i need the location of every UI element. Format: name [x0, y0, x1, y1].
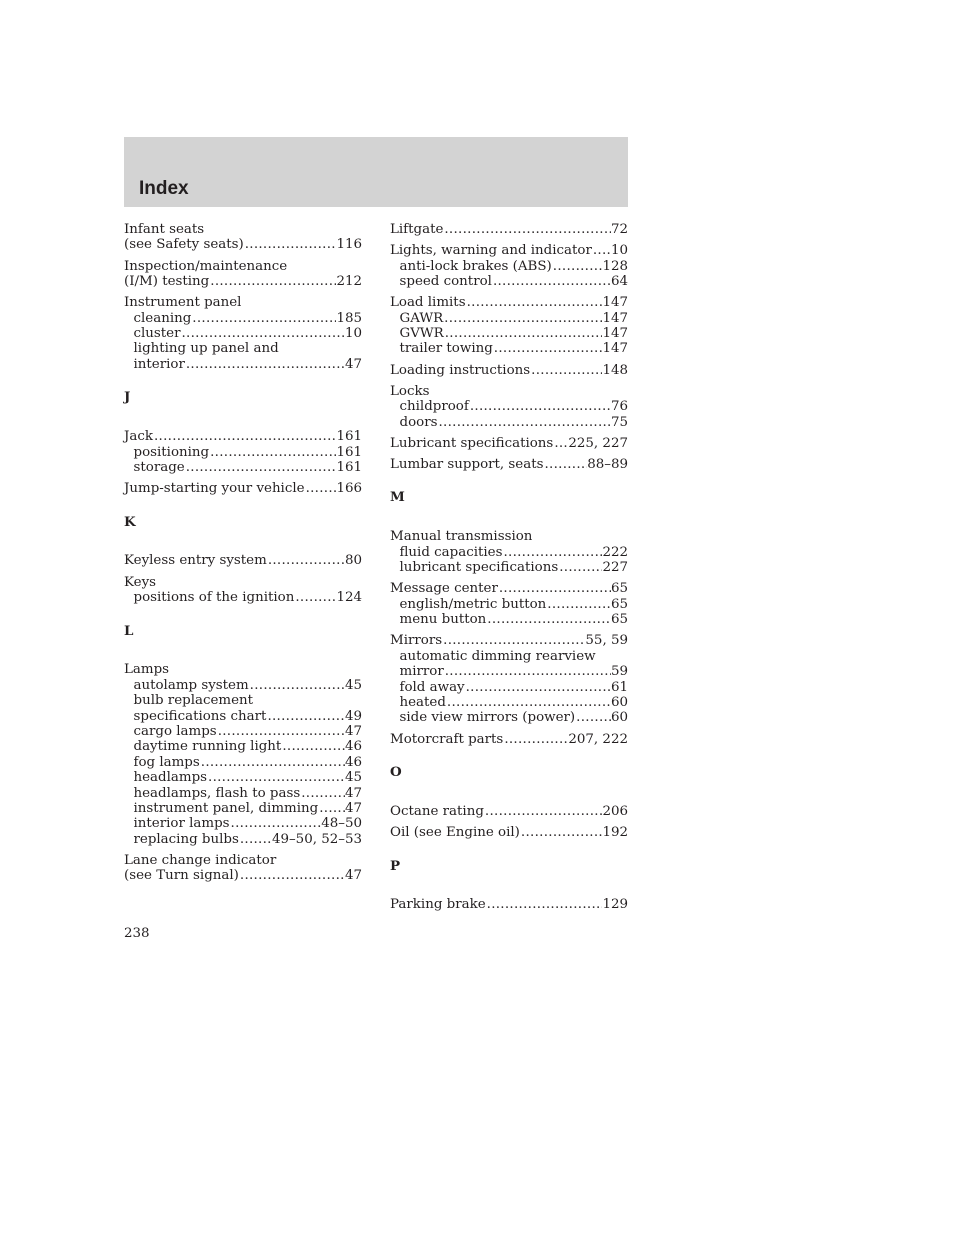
dot-leader	[209, 445, 336, 460]
entry-term: replacing bulbs	[133, 831, 239, 847]
entry-term: instrument panel, dimming	[133, 801, 319, 817]
index-subentry	[390, 649, 628, 664]
index-heading	[124, 429, 362, 444]
index-heading	[124, 868, 362, 883]
entry-term: automatic dimming rearview	[399, 648, 596, 664]
index-entry	[390, 897, 628, 912]
index-entry	[124, 429, 362, 475]
page-reference: 45	[344, 770, 362, 786]
dot-leader	[249, 678, 345, 693]
dot-leader	[200, 755, 345, 770]
index-entry	[124, 481, 362, 496]
dot-leader	[318, 801, 345, 816]
page-reference: 124	[336, 590, 362, 606]
index-entry	[124, 575, 362, 606]
dot-leader	[592, 243, 611, 258]
dot-leader	[217, 724, 345, 739]
entry-term: Lubricant specifications	[390, 435, 554, 451]
index-subentry	[124, 816, 362, 831]
index-entry	[124, 222, 362, 253]
index-subentry	[124, 724, 362, 739]
page-reference: 76	[610, 399, 628, 415]
entry-term: interior lamps	[133, 816, 230, 832]
index-subentry	[124, 326, 362, 341]
dot-leader	[530, 363, 602, 378]
index-subentry	[390, 341, 628, 356]
index-subentry	[390, 597, 628, 612]
page-reference: 47	[344, 356, 362, 372]
index-subentry	[390, 612, 628, 627]
index-column-right	[390, 222, 628, 919]
entry-term: Lumbar support, seats	[390, 457, 544, 473]
page-reference: 47	[344, 785, 362, 801]
index-entry	[390, 457, 628, 472]
page-reference: 147	[602, 310, 628, 326]
index-subentry	[124, 709, 362, 724]
page-reference: 49	[344, 708, 362, 724]
entry-term: Keys	[124, 574, 157, 590]
index-subentry	[124, 693, 362, 708]
page-reference: 65	[610, 612, 628, 628]
dot-leader	[209, 274, 336, 289]
dot-leader	[266, 709, 345, 724]
entry-term: (see Safety seats)	[124, 237, 244, 253]
entry-term: Infant seats	[124, 222, 205, 237]
index-heading	[390, 243, 628, 258]
entry-term: Oil (see Engine oil)	[390, 825, 520, 841]
index-subentry	[124, 770, 362, 785]
entry-term: lighting up panel and	[133, 341, 279, 357]
dot-leader	[446, 695, 611, 710]
dot-leader	[239, 868, 345, 883]
page-reference: 46	[344, 739, 362, 755]
dot-leader	[543, 457, 587, 472]
index-subentry	[390, 545, 628, 560]
entry-term: cargo lamps	[133, 724, 217, 740]
index-subentry	[124, 801, 362, 816]
page-reference: 47	[344, 801, 362, 817]
page-reference: 161	[336, 459, 362, 475]
dot-leader	[191, 311, 336, 326]
index-heading	[124, 295, 362, 310]
dot-leader	[465, 680, 611, 695]
index-heading	[124, 481, 362, 496]
page-reference: 128	[602, 258, 628, 274]
entry-term: Liftgate	[390, 222, 444, 237]
entry-term: specifications chart	[133, 708, 267, 724]
dot-leader	[469, 399, 611, 414]
dot-leader	[239, 832, 272, 847]
page-reference: 148	[602, 362, 628, 378]
index-entry	[390, 529, 628, 575]
entry-term: Inspection/maintenance	[124, 258, 288, 274]
page-reference: 75	[610, 414, 628, 430]
page-reference: 222	[602, 544, 628, 560]
dot-leader	[486, 612, 611, 627]
index-heading	[124, 553, 362, 568]
dot-leader	[294, 590, 336, 605]
page-reference: 207, 222	[568, 731, 628, 747]
entry-term: doors	[399, 414, 438, 430]
section-letter-l: L	[124, 622, 134, 639]
entry-term: heated	[399, 695, 446, 711]
entry-term: Motorcraft parts	[390, 731, 504, 747]
entry-term: trailer towing	[399, 341, 493, 357]
dot-leader	[244, 237, 337, 252]
index-entry	[390, 436, 628, 451]
dot-leader	[281, 739, 345, 754]
section-letter-m: M	[390, 489, 405, 506]
dot-leader	[546, 597, 611, 612]
index-heading	[390, 529, 628, 544]
index-subentry	[124, 445, 362, 460]
page-reference: 60	[610, 710, 628, 726]
index-heading	[124, 222, 362, 237]
index-subentry	[390, 560, 628, 575]
entry-term: fog lamps	[133, 754, 200, 770]
entry-term: fluid capacities	[399, 544, 503, 560]
entry-term: cluster	[133, 326, 181, 342]
index-subentry	[124, 739, 362, 754]
dot-leader	[466, 295, 603, 310]
entry-term: Jack	[124, 429, 153, 445]
index-subentry	[390, 664, 628, 679]
index-subentry	[124, 678, 362, 693]
dot-leader	[305, 481, 337, 496]
page-reference: 161	[336, 444, 362, 460]
entry-term: Load limits	[390, 295, 466, 311]
index-heading	[390, 457, 628, 472]
dot-leader	[267, 553, 345, 568]
dot-leader	[498, 581, 611, 596]
entry-term: side view mirrors (power)	[399, 710, 576, 726]
index-heading	[390, 804, 628, 819]
page-reference: 45	[344, 677, 362, 693]
section-letter-k: K	[124, 513, 136, 530]
dot-leader	[492, 274, 611, 289]
entry-term: interior	[133, 356, 185, 372]
page-number: 238	[124, 926, 150, 941]
index-subentry	[124, 311, 362, 326]
page-reference: 55, 59	[585, 633, 628, 649]
dot-leader	[443, 311, 602, 326]
entry-term: anti-lock brakes (ABS)	[399, 258, 552, 274]
page-reference: 64	[610, 274, 628, 290]
page-reference: 61	[610, 679, 628, 695]
dot-leader	[181, 326, 345, 341]
index-entry	[390, 295, 628, 357]
entry-term: mirror	[399, 664, 444, 680]
index-subentry	[124, 357, 362, 372]
page-reference: 147	[602, 295, 628, 311]
page-reference: 161	[336, 429, 362, 445]
index-heading	[390, 384, 628, 399]
index-entry	[124, 259, 362, 290]
page-reference: 10	[344, 326, 362, 342]
dot-leader	[553, 436, 568, 451]
entry-term: Parking brake	[390, 897, 486, 913]
entry-term: Loading instructions	[390, 362, 531, 378]
index-entry	[390, 222, 628, 237]
entry-term: daytime running light	[133, 739, 282, 755]
index-entry	[390, 363, 628, 378]
entry-term: storage	[133, 459, 185, 475]
dot-leader	[486, 897, 603, 912]
page-reference: 59	[610, 664, 628, 680]
index-entry	[124, 853, 362, 884]
index-entry	[124, 662, 362, 847]
index-subentry	[124, 832, 362, 847]
index-subentry	[390, 311, 628, 326]
entry-term: cleaning	[133, 310, 192, 326]
index-subentry	[124, 590, 362, 605]
dot-leader	[575, 710, 611, 725]
index-subentry	[124, 786, 362, 801]
entry-term: GAWR	[399, 310, 444, 326]
index-entry	[390, 384, 628, 430]
page-reference: 166	[336, 481, 362, 497]
index-subentry	[390, 399, 628, 414]
index-heading	[390, 825, 628, 840]
index-heading	[124, 853, 362, 868]
dot-leader	[437, 415, 610, 430]
page-reference: 65	[610, 581, 628, 597]
index-subentry	[390, 695, 628, 710]
index-subentry	[124, 341, 362, 356]
entry-term: Manual transmission	[390, 529, 533, 545]
entry-term: (I/M) testing	[124, 274, 210, 290]
index-heading	[124, 662, 362, 677]
entry-term: (see Turn signal)	[124, 868, 239, 884]
dot-leader	[444, 326, 603, 341]
page-reference: 60	[610, 695, 628, 711]
index-entry	[390, 243, 628, 289]
dot-leader	[444, 664, 611, 679]
dot-leader	[493, 341, 603, 356]
page-reference: 206	[602, 803, 628, 819]
page-reference: 72	[610, 222, 628, 237]
index-heading	[124, 259, 362, 274]
entry-term: Keyless entry system	[124, 553, 267, 569]
page-reference: 116	[336, 237, 362, 253]
index-heading	[390, 222, 628, 237]
page-reference: 88–89	[587, 457, 628, 473]
entry-term: Message center	[390, 581, 498, 597]
index-entry	[390, 825, 628, 840]
dot-leader	[503, 732, 568, 747]
dot-leader	[185, 357, 345, 372]
page-reference: 147	[602, 326, 628, 342]
dot-leader	[552, 259, 603, 274]
entry-term: bulb replacement	[133, 693, 254, 709]
dot-leader	[520, 825, 603, 840]
index-column-left	[124, 222, 362, 890]
page-reference: 129	[602, 897, 628, 913]
index-heading	[390, 581, 628, 596]
entry-term: Octane rating	[390, 803, 484, 819]
entry-term: Locks	[390, 383, 430, 399]
page-reference: 185	[336, 310, 362, 326]
index-entry	[390, 732, 628, 747]
entry-term: Instrument panel	[124, 295, 242, 311]
dot-leader	[300, 786, 345, 801]
index-subentry	[124, 460, 362, 475]
page-reference: 147	[602, 341, 628, 357]
entry-term: headlamps, flash to pass	[133, 785, 301, 801]
section-letter-p: P	[390, 857, 401, 874]
index-heading	[124, 237, 362, 252]
entry-term: positioning	[133, 444, 210, 460]
dot-leader	[558, 560, 602, 575]
dot-leader	[230, 816, 322, 831]
page-reference: 47	[344, 724, 362, 740]
index-heading	[390, 436, 628, 451]
page-reference: 80	[344, 553, 362, 569]
index-entry	[390, 804, 628, 819]
page-reference: 227	[602, 560, 628, 576]
index-heading	[124, 274, 362, 289]
entry-term: childproof	[399, 399, 469, 415]
section-header	[124, 137, 628, 207]
page-reference: 46	[344, 754, 362, 770]
page-reference: 192	[602, 825, 628, 841]
entry-term: Jump-starting your vehicle	[124, 481, 305, 497]
entry-term: lubricant specifications	[399, 560, 559, 576]
index-subentry	[390, 680, 628, 695]
page-reference: 10	[610, 243, 628, 259]
index-heading	[390, 732, 628, 747]
page-title: Index	[139, 178, 189, 199]
section-letter-j: J	[124, 389, 131, 406]
index-entry	[390, 633, 628, 725]
index-heading	[390, 633, 628, 648]
section-letter-o: O	[390, 764, 402, 781]
page-reference: 48–50	[321, 816, 362, 832]
index-entry	[390, 581, 628, 627]
entry-term: Lamps	[124, 662, 170, 678]
index-heading	[390, 363, 628, 378]
entry-term: Lane change indicator	[124, 853, 277, 869]
index-subentry	[390, 259, 628, 274]
dot-leader	[502, 545, 602, 560]
page-reference: 49–50, 52–53	[271, 831, 362, 847]
dot-leader	[185, 460, 337, 475]
entry-term: autolamp system	[133, 677, 249, 693]
entry-term: fold away	[399, 679, 465, 695]
entry-term: english/metric button	[399, 596, 547, 612]
dot-leader	[443, 222, 611, 237]
entry-term: Lights, warning and indicator	[390, 243, 592, 259]
entry-term: speed control	[399, 274, 492, 290]
entry-term: menu button	[399, 612, 487, 628]
page-reference: 212	[336, 274, 362, 290]
page-reference: 47	[344, 868, 362, 884]
index-heading	[390, 295, 628, 310]
index-subentry	[390, 326, 628, 341]
index-entry	[124, 553, 362, 568]
entry-term: Mirrors	[390, 633, 443, 649]
index-heading	[124, 575, 362, 590]
dot-leader	[153, 429, 336, 444]
entry-term: positions of the ignition	[133, 590, 295, 606]
index-subentry	[124, 755, 362, 770]
dot-leader	[207, 770, 345, 785]
dot-leader	[442, 633, 585, 648]
index-subentry	[390, 710, 628, 725]
page-reference: 65	[610, 596, 628, 612]
entry-term: headlamps	[133, 770, 208, 786]
dot-leader	[484, 804, 603, 819]
entry-term: GVWR	[399, 326, 444, 342]
index-subentry	[390, 415, 628, 430]
index-subentry	[390, 274, 628, 289]
index-heading	[390, 897, 628, 912]
page-reference: 225, 227	[568, 435, 628, 451]
index-entry	[124, 295, 362, 372]
